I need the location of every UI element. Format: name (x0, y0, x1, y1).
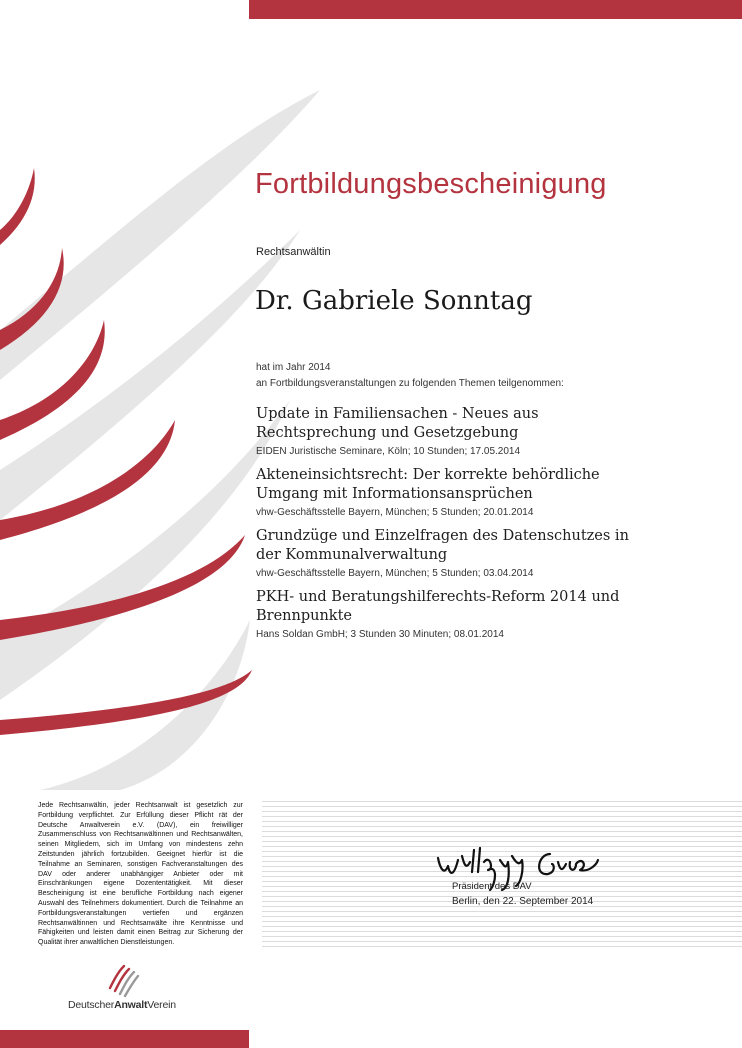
course-title: Grundzüge und Einzelfragen des Datenschutzes in der Kommunalverwaltung (256, 528, 629, 563)
course-item (256, 466, 656, 518)
dav-logo-text (68, 999, 176, 1011)
bottom-accent-bar (0, 1030, 249, 1048)
dav-logo-icon (104, 958, 144, 998)
logo-text-bold: Anwalt (114, 999, 148, 1011)
recipient-name: Dr. Gabriele Sonntag (255, 286, 533, 316)
course-title: PKH- und Beratungshilferechts-Reform 2014 und Brennpunkte (256, 589, 620, 624)
course-list (256, 405, 656, 649)
course-item (256, 588, 656, 640)
recipient-role: Rechtsanwältin (256, 246, 331, 258)
course-title: Update in Familiensachen - Neues aus Rechtsprechung und Gesetzgebung (256, 406, 539, 441)
course-title: Akteneinsichtsrecht: Der korrekte behördliche Umgang mit Informationsansprüchen (256, 467, 600, 502)
logo-text-prefix: Deutscher (68, 999, 115, 1011)
course-meta: EIDEN Juristische Seminare, Köln; 10 Stunden; 17.05.2014 (256, 446, 521, 457)
signatory-role: Präsident des DAV (452, 881, 532, 892)
course-item (256, 405, 656, 457)
page-title: Fortbildungsbescheinigung (255, 168, 607, 200)
intro-year: hat im Jahr 2014 (256, 362, 331, 373)
place-date: Berlin, den 22. September 2014 (452, 896, 594, 907)
logo-text-suffix: Verein (147, 999, 176, 1011)
course-meta: vhw-Geschäftsstelle Bayern, München; 5 Stunden; 20.01.2014 (256, 507, 534, 518)
legal-notice: Jede Rechtsanwältin, jeder Rechtsanwalt ist gesetzlich zur Fortbildung verpflichtet. Zur Erfüllung dieser Pflicht rät der Deutsche Anwaltverein e.V. (DAV), ein freiwilliger Zusammenschluss von Rechtsanwältinnen und Rechtsanwälten, seinen Mitgliedern, sich im Umfang von mindestens zehn Zeitstunden jährlich fortzubilden. Geeignet hierfür ist die Teilnahme an Seminaren, sonstigen Fachveranstaltungen des DAV oder anderer unabhängiger Anbieter oder mit Einschränkungen eigene Dozententätigkeit. Mit dieser Bescheinigung ist eine berufliche Fortbildung nach eigener Auswahl des Teilnehmers dokumentiert. Durch die Teilnahme an Fortbildungsveranstaltungen vertiefen und ergänzen Rechtsanwältinnen und Rechtsanwälte ihre Kenntnisse und Fähigkeiten und leisten damit einen Beitrag zur Sicherung der Qualität ihrer anwaltlichen Dienstleistungen. (38, 802, 243, 947)
course-meta: vhw-Geschäftsstelle Bayern, München; 5 Stunden; 03.04.2014 (256, 568, 534, 579)
intro-text: an Fortbildungsveranstaltungen zu folgenden Themen teilgenommen: (256, 378, 564, 389)
course-meta: Hans Soldan GmbH; 3 Stunden 30 Minuten; 08.01.2014 (256, 629, 504, 640)
course-item (256, 527, 656, 579)
